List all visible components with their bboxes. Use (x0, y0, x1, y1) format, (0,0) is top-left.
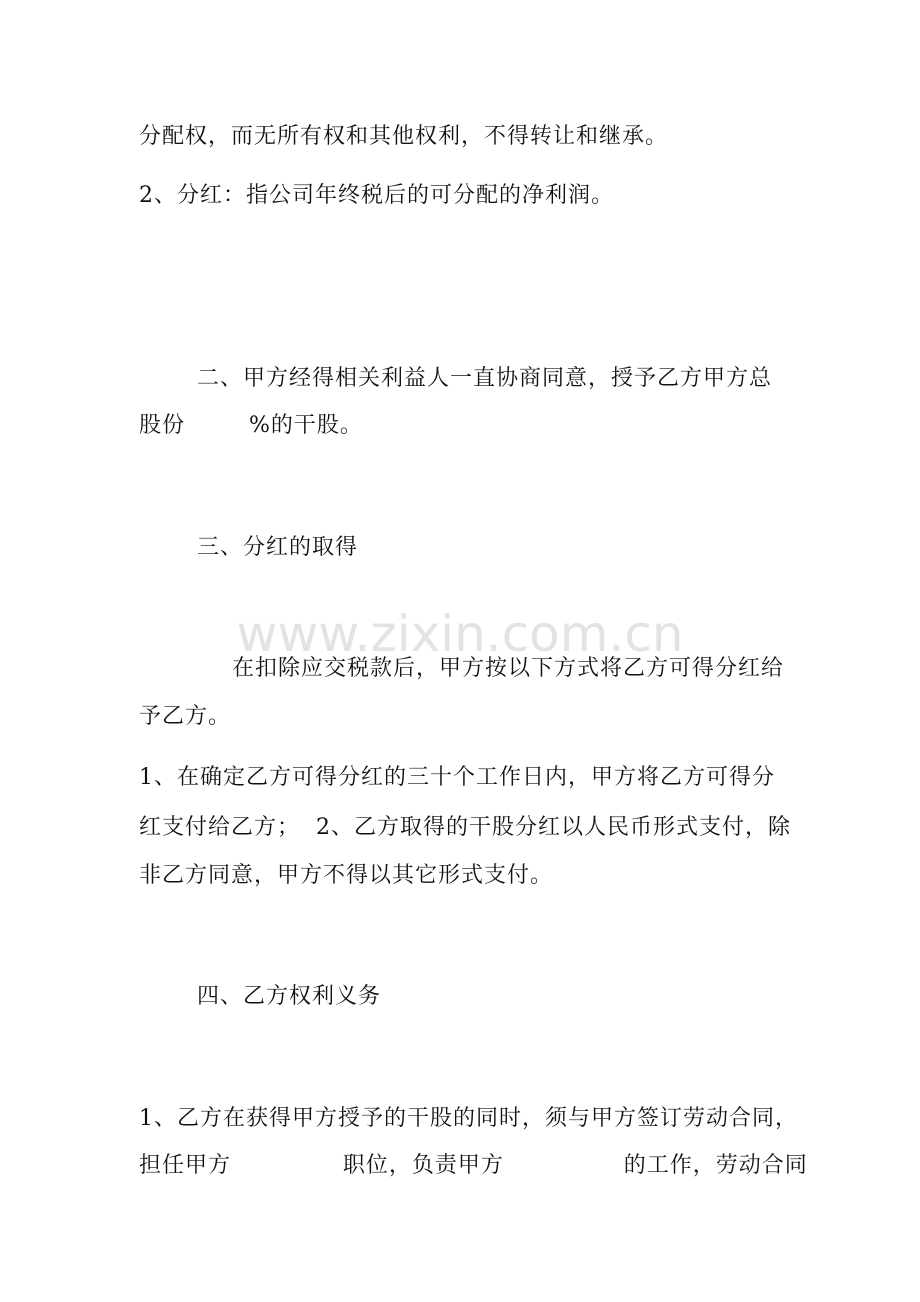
paragraph-line: 予乙方。 (139, 704, 232, 729)
paragraph-line: 红支付给乙方； 2、乙方取得的干股分红以人民币形式支付，除 (139, 815, 791, 840)
paragraph-line: 担任甲方 职位，负责甲方 的工作，劳动合同 (139, 1153, 808, 1178)
paragraph-line: 1、在确定乙方可得分红的三十个工作日内，甲方将乙方可得分 (139, 765, 775, 790)
paragraph-line: 股份 %的干股。 (139, 413, 363, 438)
watermark: www.zixin.com.cn (236, 605, 684, 663)
paragraph-line: 2、分红：指公司年终税后的可分配的净利润。 (139, 183, 614, 208)
section-heading: 二、甲方经得相关利益人一直协商同意，授予乙方甲方总 (197, 366, 773, 391)
paragraph-line: 1、乙方在获得甲方授予的干股的同时，须与甲方签订劳动合同， (139, 1106, 798, 1131)
paragraph-line: 非乙方同意，甲方不得以其它形式支付。 (139, 863, 554, 888)
section-heading: 四、乙方权利义务 (197, 984, 382, 1009)
paragraph-line: 在扣除应交税款后，甲方按以下方式将乙方可得分红给 (232, 656, 785, 681)
section-heading: 三、分红的取得 (197, 535, 359, 560)
paragraph-line: 分配权，而无所有权和其他权利，不得转让和继承。 (139, 124, 669, 149)
